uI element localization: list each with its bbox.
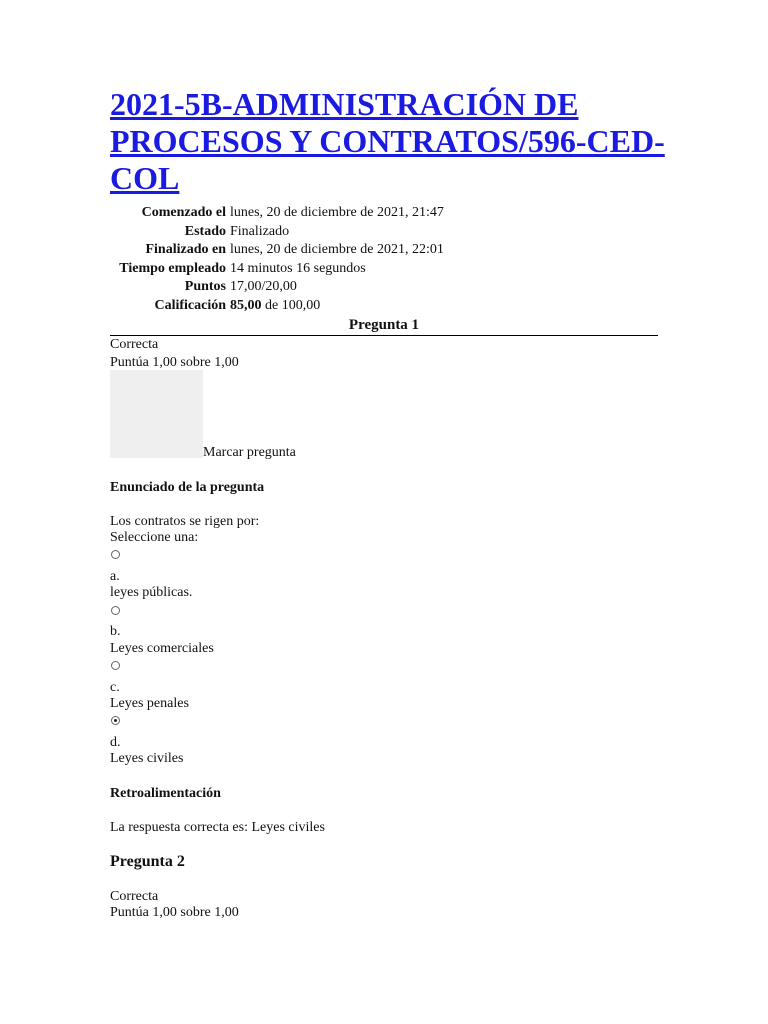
summary-value: lunes, 20 de diciembre de 2021, 21:47 [230,205,444,220]
summary-row-points [110,278,444,297]
question-2-header: Pregunta 2 [110,853,185,870]
question-statement: Los contratos se rigen por: [110,514,260,529]
summary-value [230,297,444,316]
summary-label: Calificación [154,297,226,313]
question-1-header: Pregunta 1 [110,316,658,336]
option-c-radio[interactable] [111,661,120,670]
statement-heading: Enunciado de la pregunta [110,480,265,495]
summary-row-grade [110,297,444,316]
flag-question-link[interactable]: Marcar pregunta [203,445,296,460]
summary-label: Tiempo empleado [119,260,226,276]
option-a-text[interactable]: leyes públicas. [110,585,193,600]
flag-icon[interactable] [110,370,203,458]
question-1-status: Correcta [110,337,159,352]
question-2-status: Correcta [110,889,159,904]
option-c-letter: c. [110,680,120,695]
select-instruction: Seleccione una: [110,530,199,545]
summary-label: Estado [184,223,226,239]
summary-label: Finalizado en [145,242,226,258]
summary-row-started [110,204,444,223]
option-b-letter: b. [110,624,121,639]
attempt-summary-table [110,204,444,316]
summary-row-time [110,260,444,279]
summary-label: Puntos [184,279,226,295]
option-d-text[interactable]: Leyes civiles [110,751,184,766]
option-b-text[interactable]: Leyes comerciales [110,641,214,656]
question-2-score: Puntúa 1,00 sobre 1,00 [110,905,239,920]
summary-value: Finalizado [230,223,290,239]
summary-row-finished [110,241,444,260]
option-c-text[interactable]: Leyes penales [110,696,189,711]
page-title[interactable]: 2021-5B-ADMINISTRACIÓN DE PROCESOS Y CONTRATOS/596-CED-COL [110,86,665,196]
summary-value: 14 minutos 16 segundos [230,260,366,276]
option-d-letter: d. [110,735,121,750]
summary-value: lunes, 20 de diciembre de 2021, 22:01 [230,242,444,258]
feedback-heading: Retroalimentación [110,786,221,801]
summary-row-state [110,223,444,242]
summary-label: Comenzado el [141,205,226,220]
grade-suffix: de 100,00 [261,297,321,313]
option-b-radio[interactable] [111,606,120,615]
grade-value: 85,00 [230,297,262,313]
feedback-text: La respuesta correcta es: Leyes civiles [110,820,325,835]
option-a-letter: a. [110,569,120,584]
option-d-radio-selected[interactable] [111,716,120,725]
question-1-score: Puntúa 1,00 sobre 1,00 [110,355,239,370]
summary-value: 17,00/20,00 [230,279,297,295]
option-a-radio[interactable] [111,550,120,559]
